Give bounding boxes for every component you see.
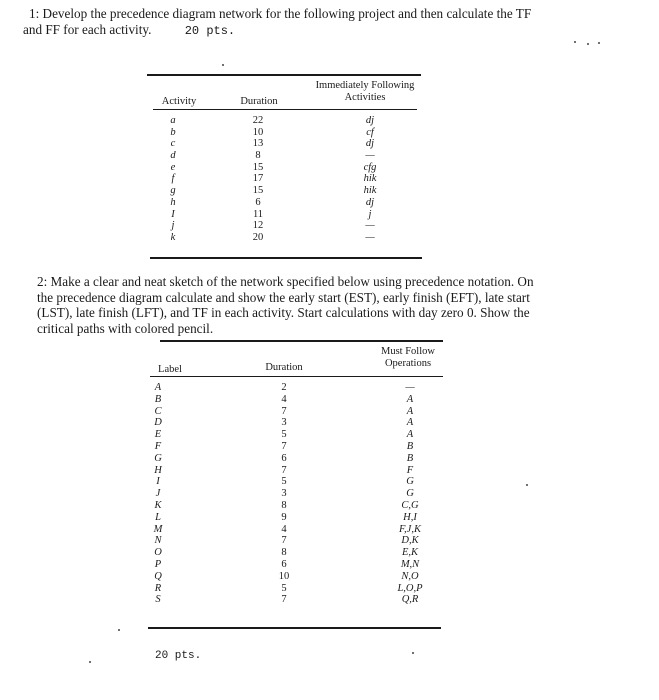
table2-label-cell: C <box>154 405 162 417</box>
table1-following-cell: — <box>365 150 375 162</box>
table2-duration-cell: 7 <box>281 464 287 476</box>
table1-activity-cell: f <box>171 173 175 185</box>
table2-label-cell: L <box>155 511 161 523</box>
table2-label-cell: A <box>154 382 162 393</box>
table1-following-cell: hik <box>363 185 377 197</box>
table2-follow-cell: N,O <box>401 570 419 582</box>
scan-speck <box>598 42 600 44</box>
table2-duration-cell: 9 <box>281 511 287 523</box>
table2-follow-column <box>380 382 440 606</box>
table2-label-cell: N <box>154 535 162 547</box>
table2-follow-cell: A <box>406 393 414 405</box>
table1-following-cell: — <box>365 220 375 232</box>
table2-label-cell: E <box>154 429 162 441</box>
table2-follow-cell: F,J,K <box>399 523 421 535</box>
table1-activity-cell: g <box>170 185 176 197</box>
table1-header-rule <box>153 109 417 110</box>
scan-speck <box>222 64 224 66</box>
q2-points: 20 pts. <box>155 650 202 662</box>
table1-duration-cell: 10 <box>252 126 264 138</box>
table2-follow-cell: — <box>405 382 415 393</box>
table1-following-cell: dj <box>365 138 375 150</box>
table1-following-cell: dj <box>365 196 375 208</box>
table1-following-cell: cfg <box>363 161 377 173</box>
table2-follow-cell: A <box>406 417 414 429</box>
table1-following-cell: — <box>365 231 375 243</box>
table1-activity-cell: h <box>170 196 176 208</box>
table2-duration-cell: 5 <box>281 476 287 488</box>
table1-duration-cell: 6 <box>255 196 261 208</box>
table2-follow-cell: D,K <box>401 535 419 547</box>
q1-prompt-line1: 1: Develop the precedence diagram network for the following project and then calculate the TF <box>29 6 532 21</box>
table2-label-cell: K <box>154 499 162 511</box>
table2-follow-cell: C,G <box>401 499 419 511</box>
table2-label-cell: H <box>154 464 162 476</box>
table2-duration-cell: 8 <box>281 547 287 559</box>
table2-header-label: Label <box>158 364 182 375</box>
table2-header-duration: Duration <box>265 362 303 373</box>
table1-activity-cell: j <box>171 220 175 232</box>
table2-label-cell: J <box>155 488 161 500</box>
table2-label-column <box>150 382 166 606</box>
table1-activity-cell: I <box>171 208 175 220</box>
scan-speck <box>89 661 91 663</box>
table2-duration-cell: 7 <box>281 535 287 547</box>
table1-top-rule <box>147 74 421 76</box>
table1-duration-cell: 11 <box>252 208 264 220</box>
q2-prompt-line2: the precedence diagram calculate and show the early start (EST), early finish (EFT), late start <box>37 289 530 305</box>
table1-following-cell: cf <box>366 126 374 138</box>
table2-duration-cell: 4 <box>281 523 287 535</box>
table2-duration-cell: 3 <box>281 417 287 429</box>
table1-activity-cell: b <box>170 126 176 138</box>
table2-label-cell: F <box>154 440 162 452</box>
table2-label-cell: Q <box>154 570 162 582</box>
table2-bottom-rule <box>148 627 441 629</box>
q1-points: 20 pts. <box>184 23 236 38</box>
table2-follow-cell: M,N <box>400 558 420 570</box>
table2-follow-cell: L,O,P <box>397 582 423 594</box>
table2-label-cell: S <box>155 594 161 606</box>
q1-prompt-line2: and FF for each activity. <box>23 21 152 37</box>
table1-header-following <box>306 80 424 104</box>
table2-follow-cell: G <box>406 488 414 500</box>
table1-following-cell: j <box>368 208 372 220</box>
table2-follow-cell: H,I <box>403 511 417 523</box>
table1-following-column <box>355 115 385 244</box>
scan-speck <box>574 41 576 43</box>
table1-duration-cell: 12 <box>252 220 264 232</box>
table1-duration-cell: 22 <box>252 115 264 126</box>
table2-duration-column <box>276 382 292 606</box>
table1-following-cell: hik <box>363 173 377 185</box>
table2-follow-cell: B <box>406 440 414 452</box>
table2-follow-cell: B <box>406 452 414 464</box>
table1-duration-column <box>247 115 269 244</box>
table2-header-rule <box>150 376 443 377</box>
table2-follow-cell: A <box>406 429 414 441</box>
table1-duration-cell: 8 <box>255 150 261 162</box>
table2-duration-cell: 6 <box>281 452 287 464</box>
table1-header-activity: Activity <box>161 96 197 107</box>
table1-following-cell: dj <box>365 115 375 126</box>
table2-label-cell: M <box>153 523 163 535</box>
table1-duration-cell: 20 <box>252 231 264 243</box>
table2-duration-cell: 2 <box>281 382 287 393</box>
table2-duration-cell: 6 <box>281 558 287 570</box>
scan-speck <box>118 629 120 631</box>
table2-follow-cell: A <box>406 405 414 417</box>
table2-duration-cell: 5 <box>281 429 287 441</box>
q2-prompt-line3: (LST), late finish (LFT), and TF in each activity. Start calculations with day zero 0. Show the <box>37 305 530 321</box>
table1-duration-cell: 15 <box>252 185 264 197</box>
table2-duration-cell: 7 <box>281 594 287 606</box>
table2-header-follow <box>366 346 450 370</box>
table2-label-cell: G <box>154 452 162 464</box>
table1-activity-column <box>166 115 180 244</box>
table2-header-follow-line2: Operations <box>384 358 432 369</box>
table2-follow-cell: G <box>406 476 414 488</box>
table1-activity-cell: e <box>170 161 176 173</box>
table2-label-cell: B <box>154 393 162 405</box>
table2-follow-cell: E,K <box>401 547 419 559</box>
q1-prompt <box>23 6 649 39</box>
table2-top-rule <box>160 340 443 342</box>
q2-prompt <box>37 274 617 336</box>
table2-label-cell: R <box>154 582 162 594</box>
table2-label-cell: O <box>154 547 162 559</box>
table2-duration-cell: 7 <box>281 440 287 452</box>
q2-prompt-line1: 2: Make a clear and neat sketch of the network specified below using precedence notation. On <box>37 274 534 289</box>
table2-follow-cell: Q,R <box>401 594 419 606</box>
table2-label-cell: I <box>156 476 160 488</box>
scan-speck <box>587 43 589 45</box>
table2-duration-cell: 8 <box>281 499 287 511</box>
table2-duration-cell: 7 <box>281 405 287 417</box>
table1-duration-cell: 15 <box>252 161 264 173</box>
table2-follow-cell: F <box>406 464 414 476</box>
table2-header-follow-line1: Must Follow <box>381 346 435 357</box>
table1-activity-cell: d <box>170 150 176 162</box>
table2-duration-cell: 3 <box>281 488 287 500</box>
q2-prompt-line4: critical paths with colored pencil. <box>37 320 214 336</box>
table2-label-cell: D <box>154 417 162 429</box>
table1-activity-cell: k <box>170 231 176 243</box>
table2-duration-cell: 5 <box>281 582 287 594</box>
scan-speck <box>412 652 414 654</box>
table2-label-cell: P <box>154 558 162 570</box>
table1-duration-cell: 13 <box>252 138 264 150</box>
table1-bottom-rule <box>150 257 422 259</box>
table1-header-following-line2: Activities <box>344 92 386 103</box>
table2-duration-cell: 10 <box>278 570 290 582</box>
table1-activity-cell: c <box>170 138 176 150</box>
table2-duration-cell: 4 <box>281 393 287 405</box>
table1-duration-cell: 17 <box>252 173 264 185</box>
table1-activity-cell: a <box>170 115 176 126</box>
table1-header-following-line1: Immediately Following <box>315 80 415 91</box>
table1-header-duration: Duration <box>240 96 278 107</box>
scan-speck <box>526 484 528 486</box>
